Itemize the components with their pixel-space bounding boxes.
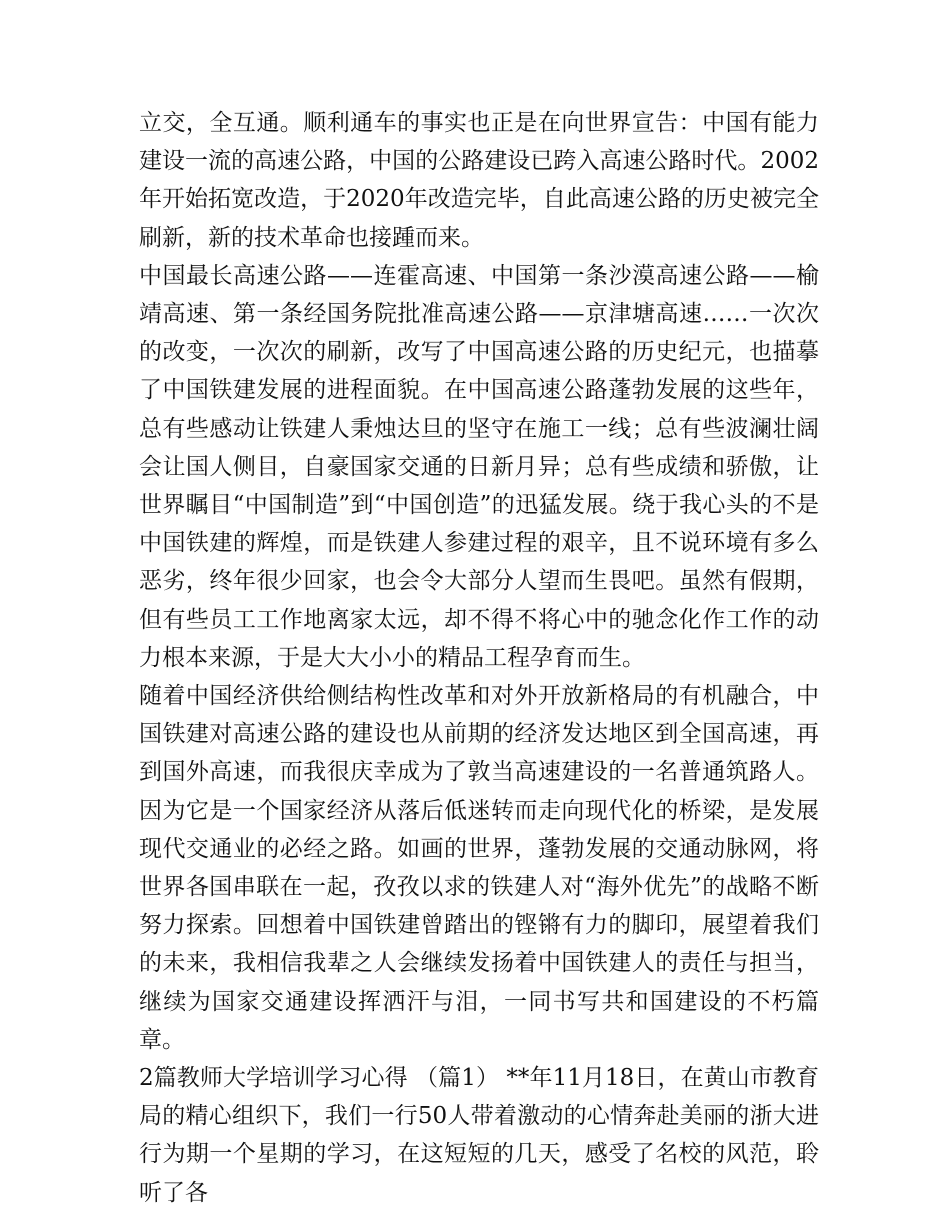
document-body [139, 104, 819, 1212]
paragraph-4: 2篇教师大学培训学习心得 （篇1） **年11月18日，在黄山市教育局的精心组织下，我们一行50人带着激动的心情奔赴美丽的浙大进行为期一个星期的学习，在这短短的几天，感受了名校的风范，聆听了各 [139, 1065, 819, 1206]
paragraph-3: 随着中国经济供给侧结构性改革和对外开放新格局的有机融合，中国铁建对高速公路的建设也从前期的经济发达地区到全国高速，再到国外高速，而我很庆幸成为了敦当高速建设的一名普通筑路人。因为它是一个国家经济从落后低迷转而走向现代化的桥梁，是发展现代交通业的必经之路。如画的世界，蓬勃发展的交通动脉网，将世界各国串联在一起，孜孜以求的铁建人对“海外优先”的战略不断努力探索。回想着中国铁建曾踏出的铿锵有力的脚印，展望着我们的未来，我相信我辈之人会继续发扬着中国铁建人的责任与担当，继续为国家交通建设挥洒汗与泪，一同书写共和国建设的不朽篇章。 [139, 683, 819, 1053]
paragraph-1: 立交，全互通。顺利通车的事实也正是在向世界宣告：中国有能力建设一流的高速公路，中国的公路建设已跨入高速公路时代。2002年开始拓宽改造，于2020年改造完毕，自此高速公路的历史被完全刷新，新的技术革命也接踵而来。 [139, 110, 819, 251]
paragraph-2: 中国最长高速公路——连霍高速、中国第一条沙漠高速公路——榆靖高速、第一条经国务院批准高速公路——京津塘高速……一次次的改变，一次次的刷新，改写了中国高速公路的历史纪元，也描摹了中国铁建发展的进程面貌。在中国高速公路蓬勃发展的这些年，总有些感动让铁建人秉烛达旦的坚守在施工一线；总有些波澜壮阔会让国人侧目，自豪国家交通的日新月异；总有些成绩和骄傲，让世界瞩目“中国制造”到“中国创造”的迅猛发展。绕于我心头的不是中国铁建的辉煌，而是铁建人参建过程的艰辛，且不说环境有多么恶劣，终年很少回家，也会令大部分人望而生畏吧。虽然有假期，但有些员工工作地离家太远，却不得不将心中的驰念化作工作的动力根本来源，于是大大小小的精品工程孕育而生。 [139, 262, 819, 671]
